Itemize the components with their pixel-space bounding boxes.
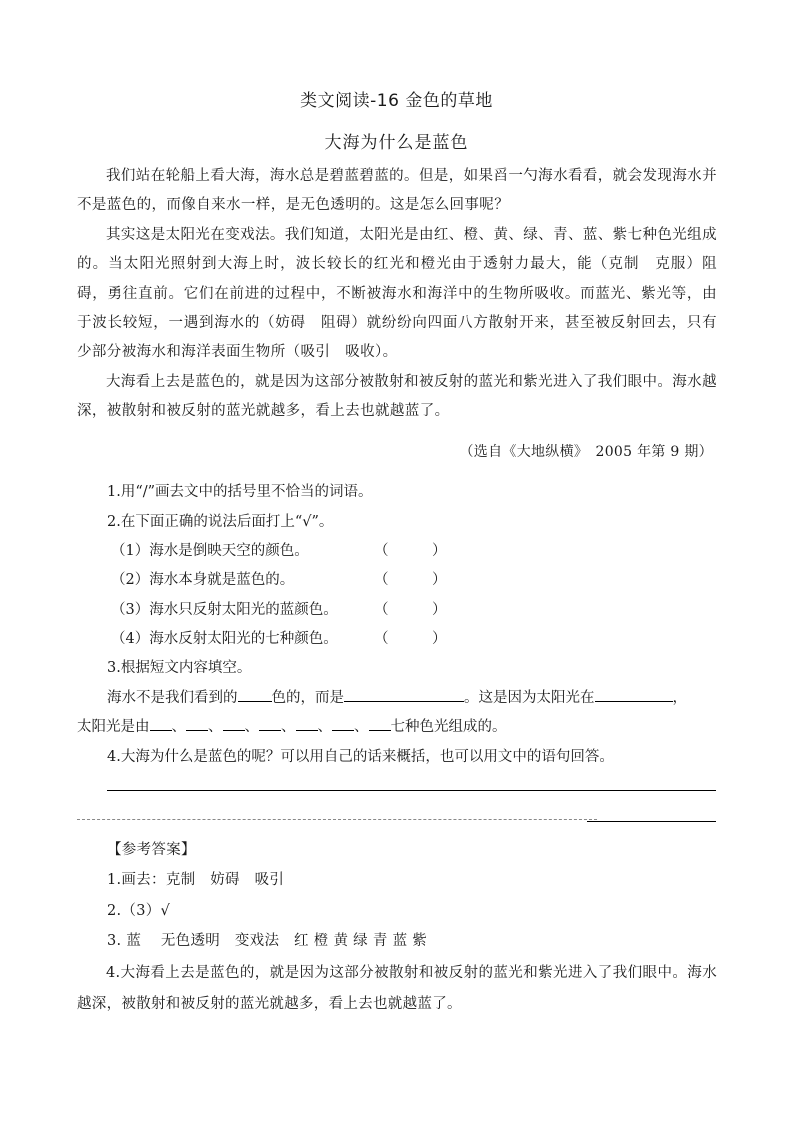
check-item: （1）海水是倒映天空的颜色。 bbox=[111, 543, 309, 559]
answer-paren[interactable]: （ ） bbox=[374, 572, 447, 588]
fill-blank[interactable] bbox=[332, 716, 354, 731]
fill-text: 七种色光组成的。 bbox=[390, 719, 507, 735]
fill-blank[interactable] bbox=[369, 716, 391, 731]
fill-text: 太阳光是由 bbox=[77, 719, 150, 735]
fill-blank[interactable] bbox=[223, 716, 245, 731]
answer-4-block bbox=[77, 958, 717, 1020]
answer-writing-line[interactable] bbox=[107, 790, 716, 791]
check-item: （3）海水只反射太阳光的蓝颜色。 bbox=[111, 602, 338, 618]
fill-text: 。这是因为太阳光在 bbox=[464, 690, 595, 706]
separator: 、 bbox=[281, 719, 296, 735]
fill-text: 色的，而是 bbox=[271, 690, 344, 706]
fill-blank[interactable] bbox=[296, 716, 318, 731]
answer-paren[interactable]: （ ） bbox=[374, 543, 447, 559]
answer-4: 4.大海看上去是蓝色的，就是因为这部分被散射和被反射的蓝光和紫光进入了我们眼中。海水越深，被散射和被反射的蓝光就越多，看上去也就越蓝了。 bbox=[77, 965, 717, 1012]
answer-2: 2.（3）√ bbox=[107, 903, 171, 919]
question-4: 4.大海为什么是蓝色的呢？可以用自己的话来概括，也可以用文中的语句回答。 bbox=[107, 749, 614, 765]
separator: 、 bbox=[208, 719, 223, 735]
article-paragraph: 我们站在轮船上看大海，海水总是碧蓝碧蓝的。但是，如果舀一勺海水看看，就会发现海水并不是蓝色的，而像自来水一样，是无色透明的。这是怎么回事呢？ bbox=[77, 168, 717, 214]
fill-blank[interactable] bbox=[186, 716, 208, 731]
separator: 、 bbox=[244, 719, 259, 735]
separator: 、 bbox=[171, 719, 186, 735]
answer-heading: 【参考答案】 bbox=[107, 842, 196, 858]
article-body bbox=[77, 162, 717, 427]
fill-blank[interactable] bbox=[344, 687, 464, 702]
separator: 、 bbox=[317, 719, 332, 735]
check-item: （2）海水本身就是蓝色的。 bbox=[111, 572, 295, 588]
fill-blank[interactable] bbox=[259, 716, 281, 731]
question-1: 1.用“/”画去文中的括号里不恰当的词语。 bbox=[107, 484, 373, 500]
fill-blank[interactable] bbox=[238, 687, 272, 702]
fill-blank[interactable] bbox=[150, 716, 172, 731]
question-3: 3.根据短文内容填空。 bbox=[107, 660, 252, 676]
fill-text: 海水不是我们看到的 bbox=[107, 690, 238, 706]
fill-text: ， bbox=[672, 690, 687, 706]
fill-line-2 bbox=[77, 715, 507, 736]
page-title: 类文阅读-16 金色的草地 bbox=[300, 91, 493, 111]
answer-paren[interactable]: （ ） bbox=[374, 631, 447, 647]
article-source: （选自《大地纵横》 2005 年第 9 期） bbox=[459, 444, 713, 460]
answer-1: 1.画去：克制 妨碍 吸引 bbox=[107, 872, 285, 888]
fill-line-1 bbox=[107, 686, 687, 707]
answer-writing-line[interactable] bbox=[587, 821, 716, 822]
section-divider bbox=[77, 819, 597, 820]
article-paragraph: 其实这是太阳光在变戏法。我们知道，太阳光是由红、橙、黄、绿、青、蓝、紫七种色光组成的。当太阳光照射到大海上时，波长较长的红光和橙光由于透射力最大，能（克制 克服）阻碍，勇往直前。它们在前进的过程中，不断被海水和海洋中的生物所吸收。而蓝光、紫光等，由于波长较短，一遇到海水的（妨碍 阻碍）就纷纷向四面八方散射开来，甚至被反射回去，只有少部分被海水和海洋表面生物所（吸引 吸收）。 bbox=[77, 226, 717, 361]
answer-3: 3. 蓝 无色透明 变戏法 红 橙 黄 绿 青 蓝 紫 bbox=[107, 933, 428, 949]
article-title: 大海为什么是蓝色 bbox=[324, 133, 469, 153]
fill-blank[interactable] bbox=[595, 687, 673, 702]
separator: 、 bbox=[354, 719, 369, 735]
check-item: （4）海水反射太阳光的七种颜色。 bbox=[111, 631, 338, 647]
article-paragraph: 大海看上去是蓝色的，就是因为这部分被散射和被反射的蓝光和紫光进入了我们眼中。海水越深，被散射和被反射的蓝光就越多，看上去也就越蓝了。 bbox=[77, 373, 717, 420]
answer-paren[interactable]: （ ） bbox=[374, 602, 447, 618]
question-2: 2.在下面正确的说法后面打上“√”。 bbox=[107, 514, 334, 530]
